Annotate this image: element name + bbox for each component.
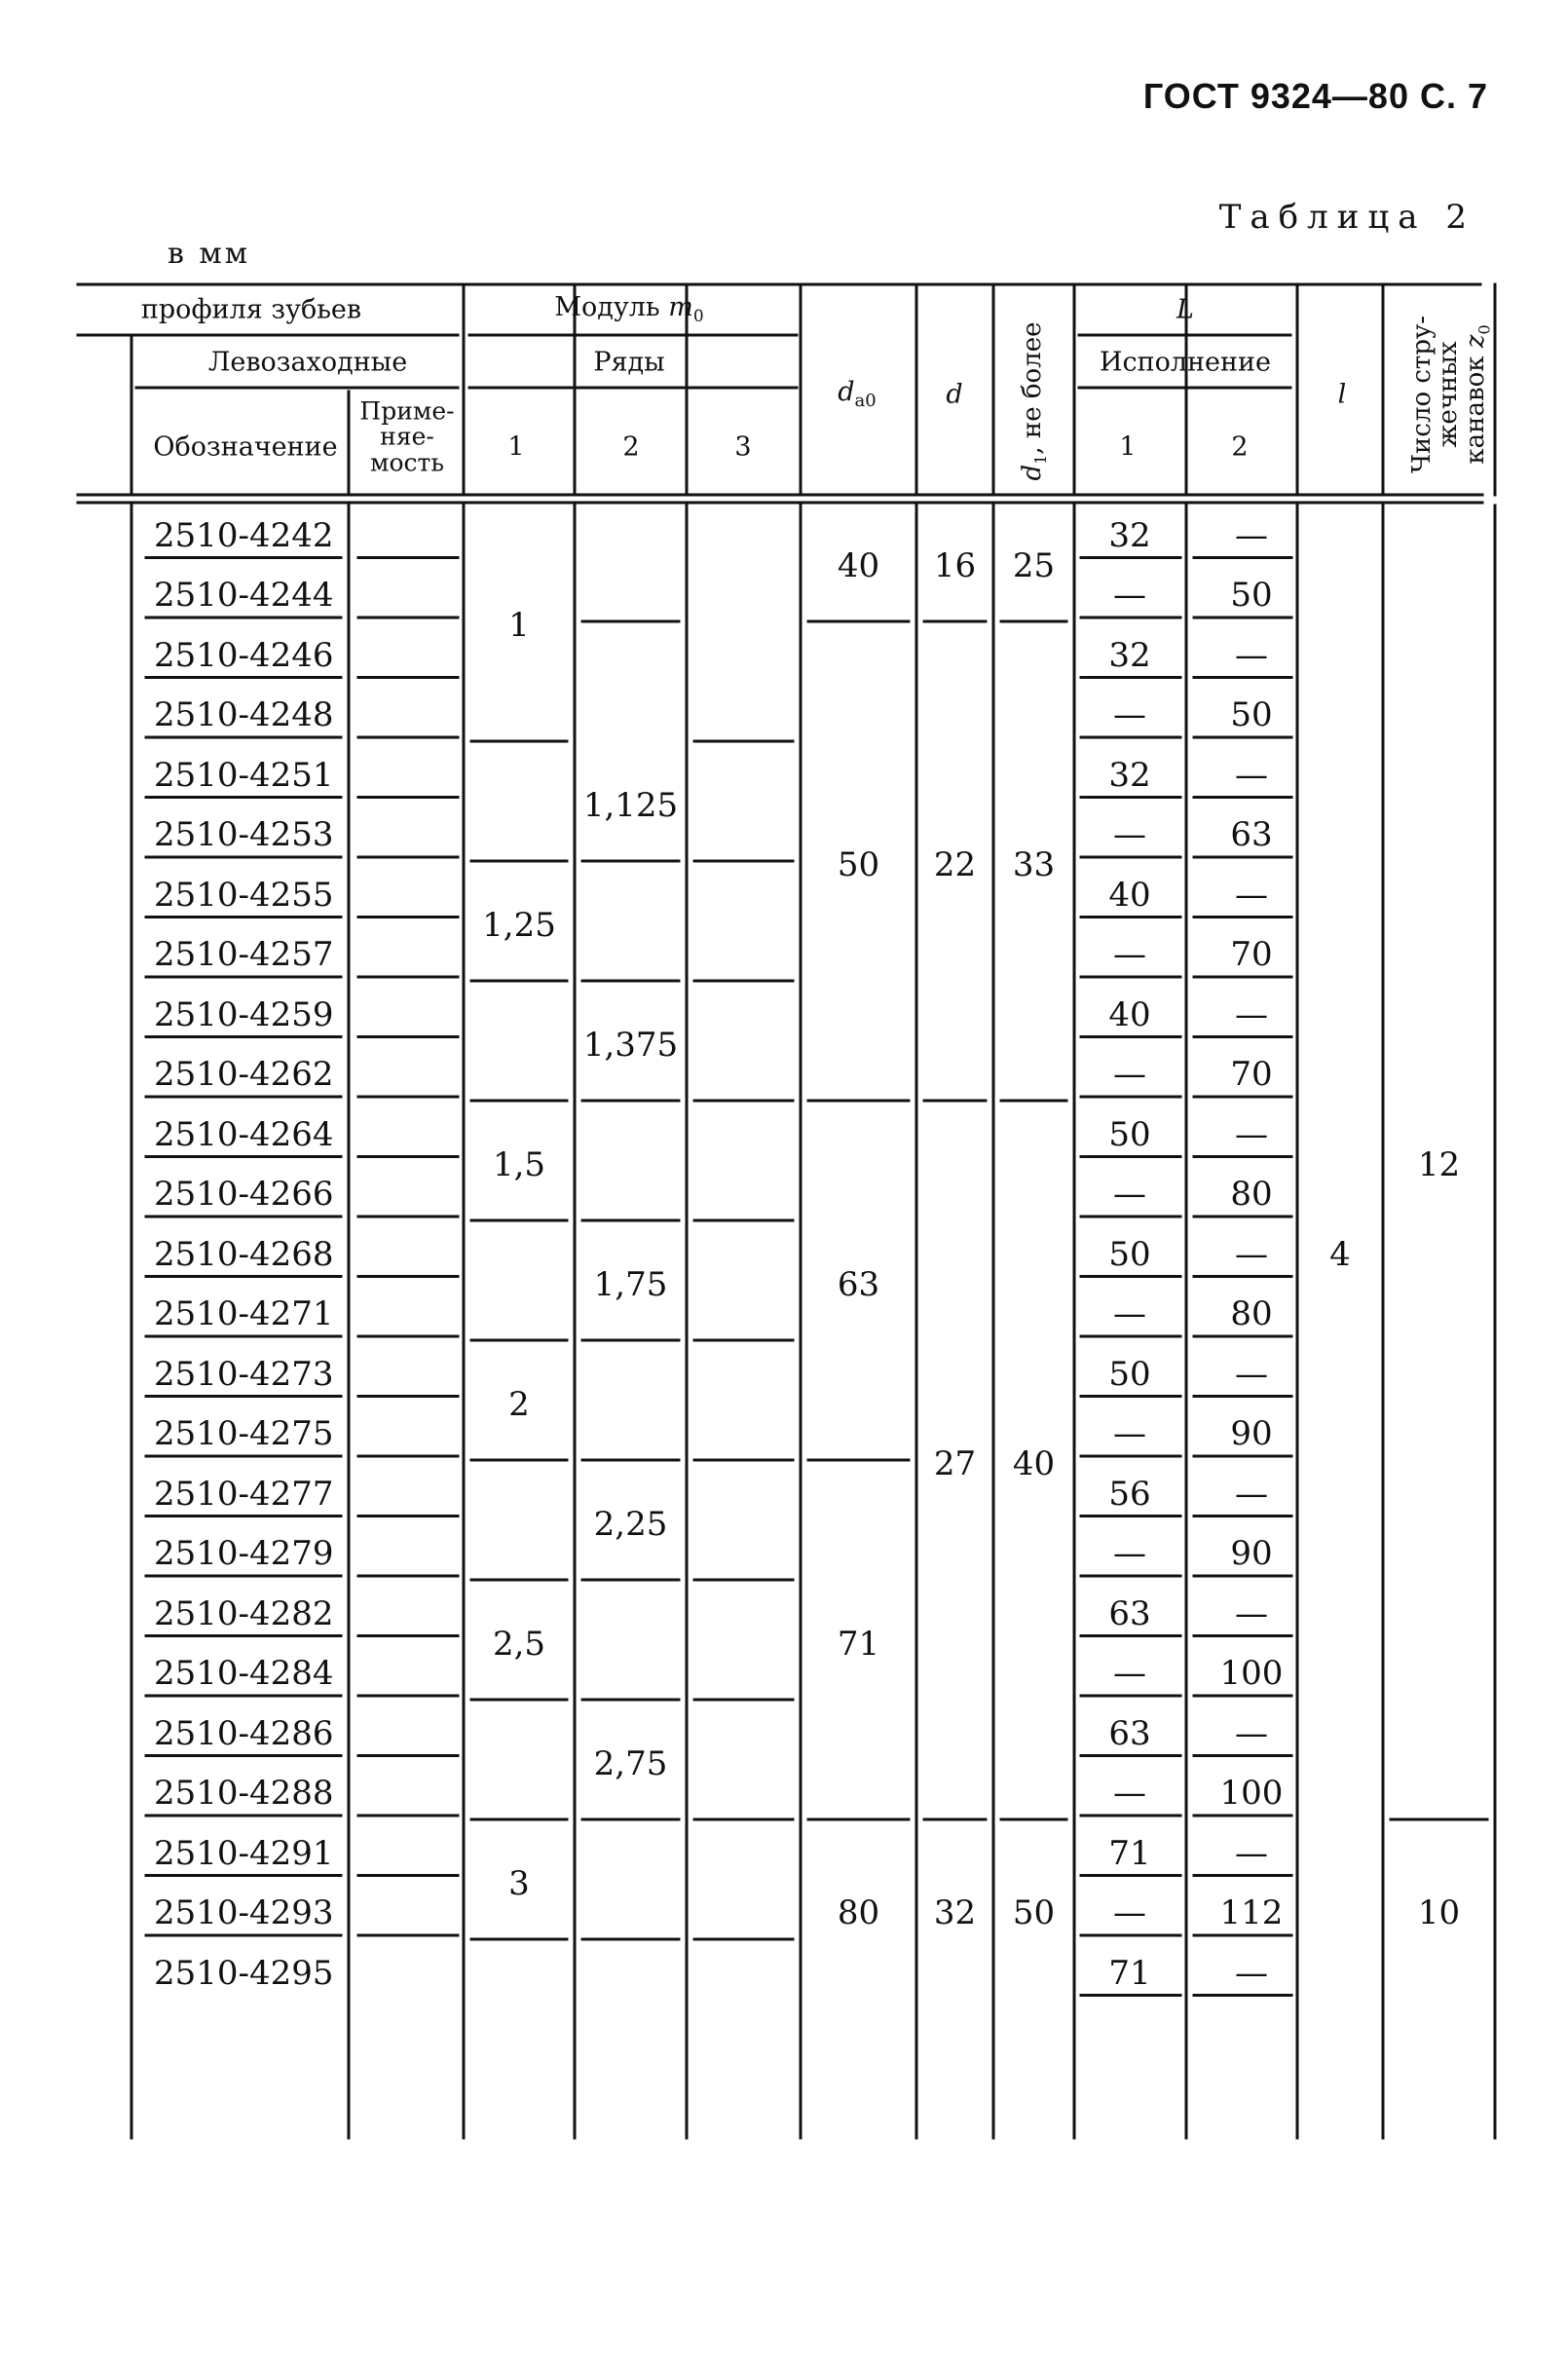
L2-cell: 70: [1230, 1055, 1273, 1095]
L2-cell: —: [1235, 875, 1268, 915]
header-l: l: [1337, 379, 1347, 410]
L1-cell: 71: [1108, 1833, 1151, 1873]
designation-cell: 2510-4266: [154, 1175, 334, 1215]
module-series-1-cell: 3: [508, 1863, 530, 1903]
designation-cell: 2510-4251: [154, 755, 334, 795]
designation-cell: 2510-4295: [154, 1953, 334, 1993]
designation-cell: 2510-4246: [154, 635, 334, 675]
header-da0: $d_{a0}$: [838, 376, 877, 412]
header-applicability: Приме- няе- мость: [359, 396, 455, 477]
header-module: Модуль $m_0$: [554, 291, 704, 327]
module-series-1-cell: 1,25: [482, 905, 556, 945]
L2-cell: 50: [1230, 695, 1273, 735]
L1-cell: —: [1113, 695, 1146, 735]
designation-cell: 2510-4279: [154, 1534, 334, 1574]
L2-cell: —: [1235, 635, 1268, 675]
table-caption: Таблица 2: [1218, 198, 1475, 237]
d1-cell: 25: [1012, 545, 1056, 585]
z0-cell: 12: [1417, 1144, 1461, 1184]
L2-cell: —: [1235, 1953, 1268, 1993]
header-version-1: 1: [1119, 431, 1137, 463]
d-cell: 27: [933, 1444, 977, 1483]
d1-cell: 33: [1012, 845, 1056, 884]
header-series-1: 1: [507, 431, 525, 463]
designation-cell: 2510-4253: [154, 815, 334, 855]
designation-cell: 2510-4282: [154, 1593, 334, 1633]
designation-cell: 2510-4255: [154, 875, 334, 915]
header-L: L: [1176, 294, 1194, 325]
module-series-2-cell: 2,25: [593, 1504, 668, 1544]
designation-cell: 2510-4259: [154, 994, 334, 1034]
module-series-2-cell: 2,75: [593, 1743, 668, 1783]
header-series-2: 2: [622, 431, 640, 463]
d1-cell: 40: [1012, 1444, 1056, 1483]
page-header: ГОСТ 9324—80 С. 7: [1142, 76, 1488, 116]
designation-cell: 2510-4273: [154, 1354, 334, 1394]
header-z0: Число стру- жечных канавок $z_0$: [1407, 315, 1493, 474]
module-series-2-cell: 1,125: [582, 785, 679, 825]
d1-cell: 50: [1012, 1893, 1056, 1933]
L2-cell: 50: [1230, 576, 1273, 616]
module-series-2-cell: 1,75: [593, 1264, 668, 1304]
L2-cell: 80: [1230, 1294, 1273, 1334]
designation-cell: 2510-4264: [154, 1114, 334, 1154]
L2-cell: —: [1235, 1114, 1268, 1154]
L2-cell: 112: [1219, 1893, 1284, 1933]
d-cell: 22: [933, 845, 977, 884]
L2-cell: 90: [1230, 1414, 1273, 1454]
designation-cell: 2510-4257: [154, 935, 334, 975]
designation-cell: 2510-4277: [154, 1474, 334, 1514]
L2-cell: —: [1235, 1234, 1268, 1274]
L1-cell: 40: [1108, 875, 1151, 915]
L1-cell: 32: [1108, 755, 1151, 795]
module-series-1-cell: 1,5: [492, 1144, 546, 1184]
header-d1: $d_1$, не более: [1017, 321, 1051, 481]
module-series-2-cell: 1,375: [582, 1025, 679, 1065]
L2-cell: —: [1235, 1354, 1268, 1394]
header-left-hand: Левозаходные: [207, 347, 408, 378]
header-profile: профиля зубьев: [140, 294, 362, 325]
l-cell: 4: [1329, 1234, 1351, 1274]
designation-cell: 2510-4291: [154, 1833, 334, 1873]
L1-cell: —: [1113, 1175, 1146, 1215]
L2-cell: 70: [1230, 935, 1273, 975]
designation-cell: 2510-4288: [154, 1774, 334, 1814]
header-series-3: 3: [734, 431, 752, 463]
L2-cell: 100: [1219, 1774, 1284, 1814]
designation-cell: 2510-4275: [154, 1414, 334, 1454]
designation-cell: 2510-4244: [154, 576, 334, 616]
L1-cell: —: [1113, 1055, 1146, 1095]
designation-cell: 2510-4248: [154, 695, 334, 735]
L1-cell: 32: [1108, 635, 1151, 675]
header-version-2: 2: [1231, 431, 1249, 463]
header-designation: Обозначение: [153, 431, 338, 463]
designation-cell: 2510-4286: [154, 1713, 334, 1753]
L2-cell: —: [1235, 1474, 1268, 1514]
L2-cell: —: [1235, 994, 1268, 1034]
L2-cell: 90: [1230, 1534, 1273, 1574]
L2-cell: —: [1235, 1713, 1268, 1753]
L2-cell: —: [1235, 1593, 1268, 1633]
designation-cell: 2510-4293: [154, 1893, 334, 1933]
L1-cell: 40: [1108, 994, 1151, 1034]
designation-cell: 2510-4242: [154, 515, 334, 555]
units-label: в мм: [168, 237, 251, 271]
L2-cell: 100: [1219, 1654, 1284, 1694]
header-series: Ряды: [593, 347, 665, 378]
L2-cell: 63: [1230, 815, 1273, 855]
da0-cell: 50: [837, 845, 880, 884]
da0-cell: 63: [837, 1264, 880, 1304]
d-cell: 32: [933, 1893, 977, 1933]
L1-cell: 63: [1108, 1713, 1151, 1753]
L1-cell: —: [1113, 1414, 1146, 1454]
header-d: d: [946, 379, 963, 410]
designation-cell: 2510-4262: [154, 1055, 334, 1095]
L1-cell: —: [1113, 576, 1146, 616]
L1-cell: —: [1113, 1294, 1146, 1334]
d-cell: 16: [933, 545, 977, 585]
module-series-1-cell: 2,5: [492, 1624, 546, 1664]
L1-cell: —: [1113, 1893, 1146, 1933]
z0-cell: 10: [1417, 1893, 1461, 1933]
da0-cell: 80: [837, 1893, 880, 1933]
designation-cell: 2510-4271: [154, 1294, 334, 1334]
da0-cell: 40: [837, 545, 880, 585]
L1-cell: 50: [1108, 1354, 1151, 1394]
L1-cell: 71: [1108, 1953, 1151, 1993]
L1-cell: 50: [1108, 1234, 1151, 1274]
L1-cell: 56: [1108, 1474, 1151, 1514]
designation-cell: 2510-4268: [154, 1234, 334, 1274]
L2-cell: —: [1235, 515, 1268, 555]
L1-cell: —: [1113, 1534, 1146, 1574]
module-series-1-cell: 2: [508, 1384, 530, 1424]
module-series-1-cell: 1: [508, 606, 530, 645]
L1-cell: —: [1113, 1774, 1146, 1814]
L1-cell: 63: [1108, 1593, 1151, 1633]
header-version: Исполнение: [1099, 347, 1272, 378]
designation-cell: 2510-4284: [154, 1654, 334, 1694]
L2-cell: —: [1235, 755, 1268, 795]
L2-cell: 80: [1230, 1175, 1273, 1215]
L2-cell: —: [1235, 1833, 1268, 1873]
L1-cell: 50: [1108, 1114, 1151, 1154]
L1-cell: 32: [1108, 515, 1151, 555]
L1-cell: —: [1113, 815, 1146, 855]
L1-cell: —: [1113, 1654, 1146, 1694]
da0-cell: 71: [837, 1624, 880, 1664]
L1-cell: —: [1113, 935, 1146, 975]
